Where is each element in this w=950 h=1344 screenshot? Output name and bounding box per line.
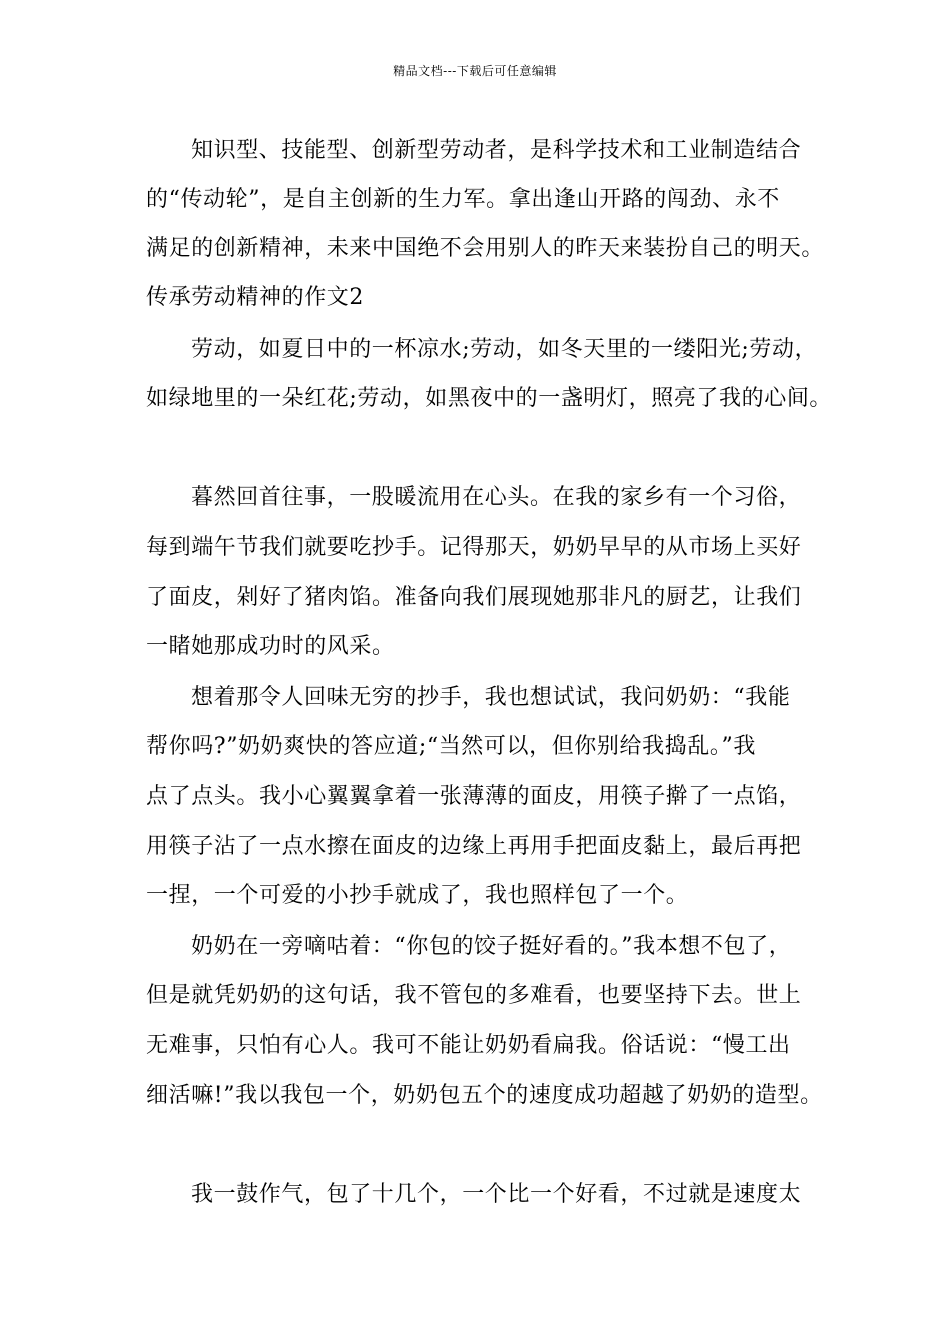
text-line: 我一鼓作气，包了十几个，一个比一个好看，不过就是速度太	[191, 1182, 802, 1207]
text-line: 但是就凭奶奶的这句话，我不管包的多难看，也要坚持下去。世上	[146, 983, 802, 1008]
text-line: 知识型、技能型、创新型劳动者，是科学技术和工业制造结合	[191, 138, 802, 163]
text-line: 了面皮，剁好了猪肉馅。准备向我们展现她那非凡的厨艺，让我们	[146, 585, 802, 610]
text-line: 无难事，只怕有心人。我可不能让奶奶看扁我。俗话说：“慢工出	[146, 1033, 791, 1058]
text-line: 每到端午节我们就要吃抄手。记得那天，奶奶早早的从市场上买好	[146, 535, 802, 560]
text-line: 点了点头。我小心翼翼拿着一张薄薄的面皮，用筷子擀了一点馅，	[146, 784, 802, 809]
text-line: 劳动，如夏日中的一杯凉水;劳动，如冬天里的一缕阳光;劳动，	[191, 337, 818, 362]
text-line: 帮你吗?”奶奶爽快的答应道;“当然可以，但你别给我捣乱。”我	[146, 734, 756, 759]
text-line: 细活嘛!”我以我包一个，奶奶包五个的速度成功超越了奶奶的造型。	[146, 1083, 823, 1108]
text-line: 用筷子沾了一点水擦在面皮的边缘上再用手把面皮黏上，最后再把	[146, 834, 802, 859]
text-line: 一捏，一个可爱的小抄手就成了，我也照样包了一个。	[146, 883, 689, 908]
text-line: 奶奶在一旁嘀咕着：“你包的饺子挺好看的。”我本想不包了，	[191, 934, 792, 959]
text-line: 想着那令人回味无穷的抄手，我也想试试，我问奶奶：“我能	[191, 685, 791, 710]
text-line: 一睹她那成功时的风采。	[146, 634, 395, 659]
text-line: 满足的创新精神，未来中国绝不会用别人的昨天来装扮自己的明天。	[146, 236, 825, 261]
section-title: 传承劳动精神的作文2	[146, 285, 364, 310]
text-line: 暮然回首往事，一股暖流用在心头。在我的家乡有一个习俗，	[191, 485, 802, 510]
text-line: 如绿地里的一朵红花;劳动，如黑夜中的一盏明灯，照亮了我的心间。	[146, 386, 833, 411]
text-line: 的“传动轮”，是自主创新的生力军。拿出逢山开路的闯劲、永不	[146, 187, 780, 212]
page-header: 精品文档---下载后可任意编辑	[393, 64, 557, 78]
